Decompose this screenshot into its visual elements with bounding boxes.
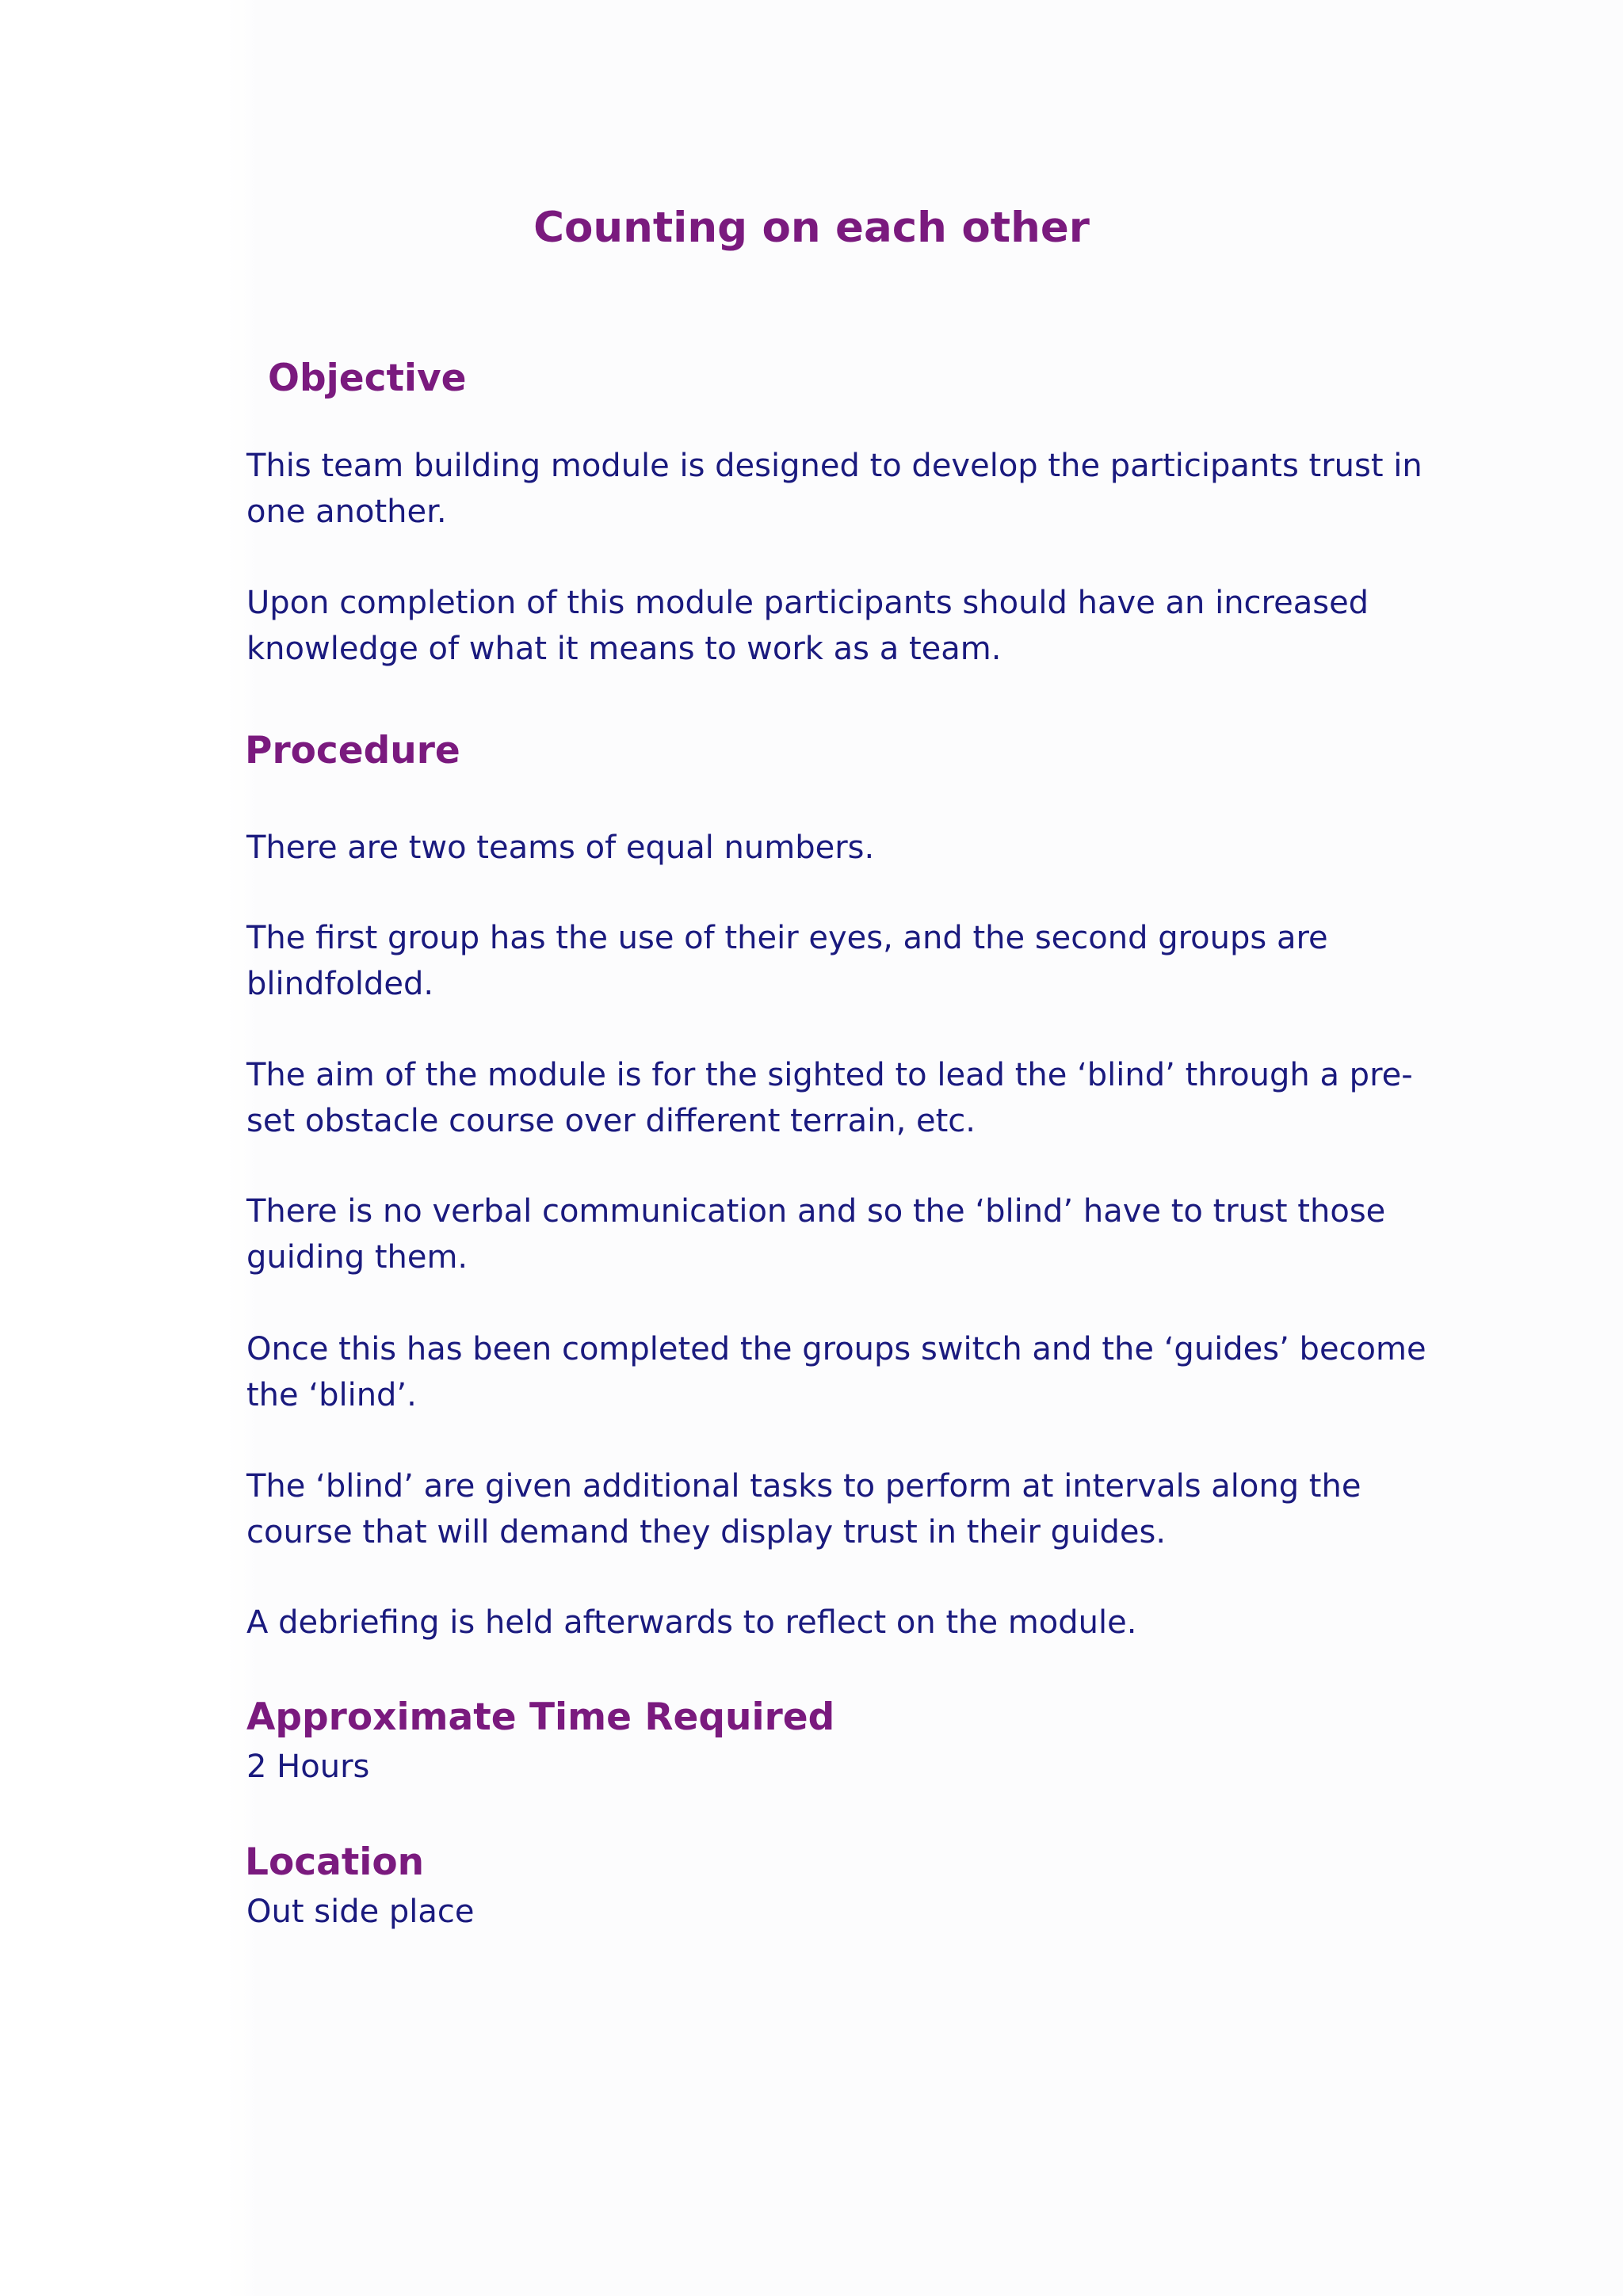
- procedure-paragraph-1: There are two teams of equal numbers.: [246, 830, 875, 866]
- location-heading: Location: [245, 1840, 425, 1884]
- objective-paragraph-1: This team building module is designed to develop the participants trust in one another.: [246, 448, 1423, 530]
- procedure-paragraph-4: There is no verbal communication and so the ‘blind’ have to trust those guiding them.: [246, 1193, 1386, 1276]
- time-value: 2 Hours: [246, 1749, 370, 1785]
- procedure-paragraph-5: Once this has been completed the groups switch and the ‘guides’ become the ‘blind’.: [246, 1331, 1426, 1413]
- objective-paragraph-2: Upon completion of this module participants should have an increased knowledge of what it means to work as a team.: [246, 585, 1369, 667]
- objective-heading: Objective: [268, 357, 467, 400]
- procedure-paragraph-3: The aim of the module is for the sighted to lead the ‘blind’ through a pre-set obstacle course over different terrain, etc.: [246, 1057, 1413, 1139]
- procedure-paragraph-7: A debriefing is held afterwards to reflect on the module.: [246, 1604, 1137, 1641]
- location-value: Out side place: [246, 1894, 475, 1930]
- procedure-paragraph-2: The first group has the use of their eyes, and the second groups are blindfolded.: [246, 920, 1328, 1002]
- document-title: Counting on each other: [533, 204, 1090, 252]
- procedure-heading: Procedure: [245, 729, 460, 772]
- time-heading: Approximate Time Required: [246, 1695, 835, 1739]
- procedure-paragraph-6: The ‘blind’ are given additional tasks to perform at intervals along the course that will demand they display trust in their guides.: [246, 1468, 1361, 1550]
